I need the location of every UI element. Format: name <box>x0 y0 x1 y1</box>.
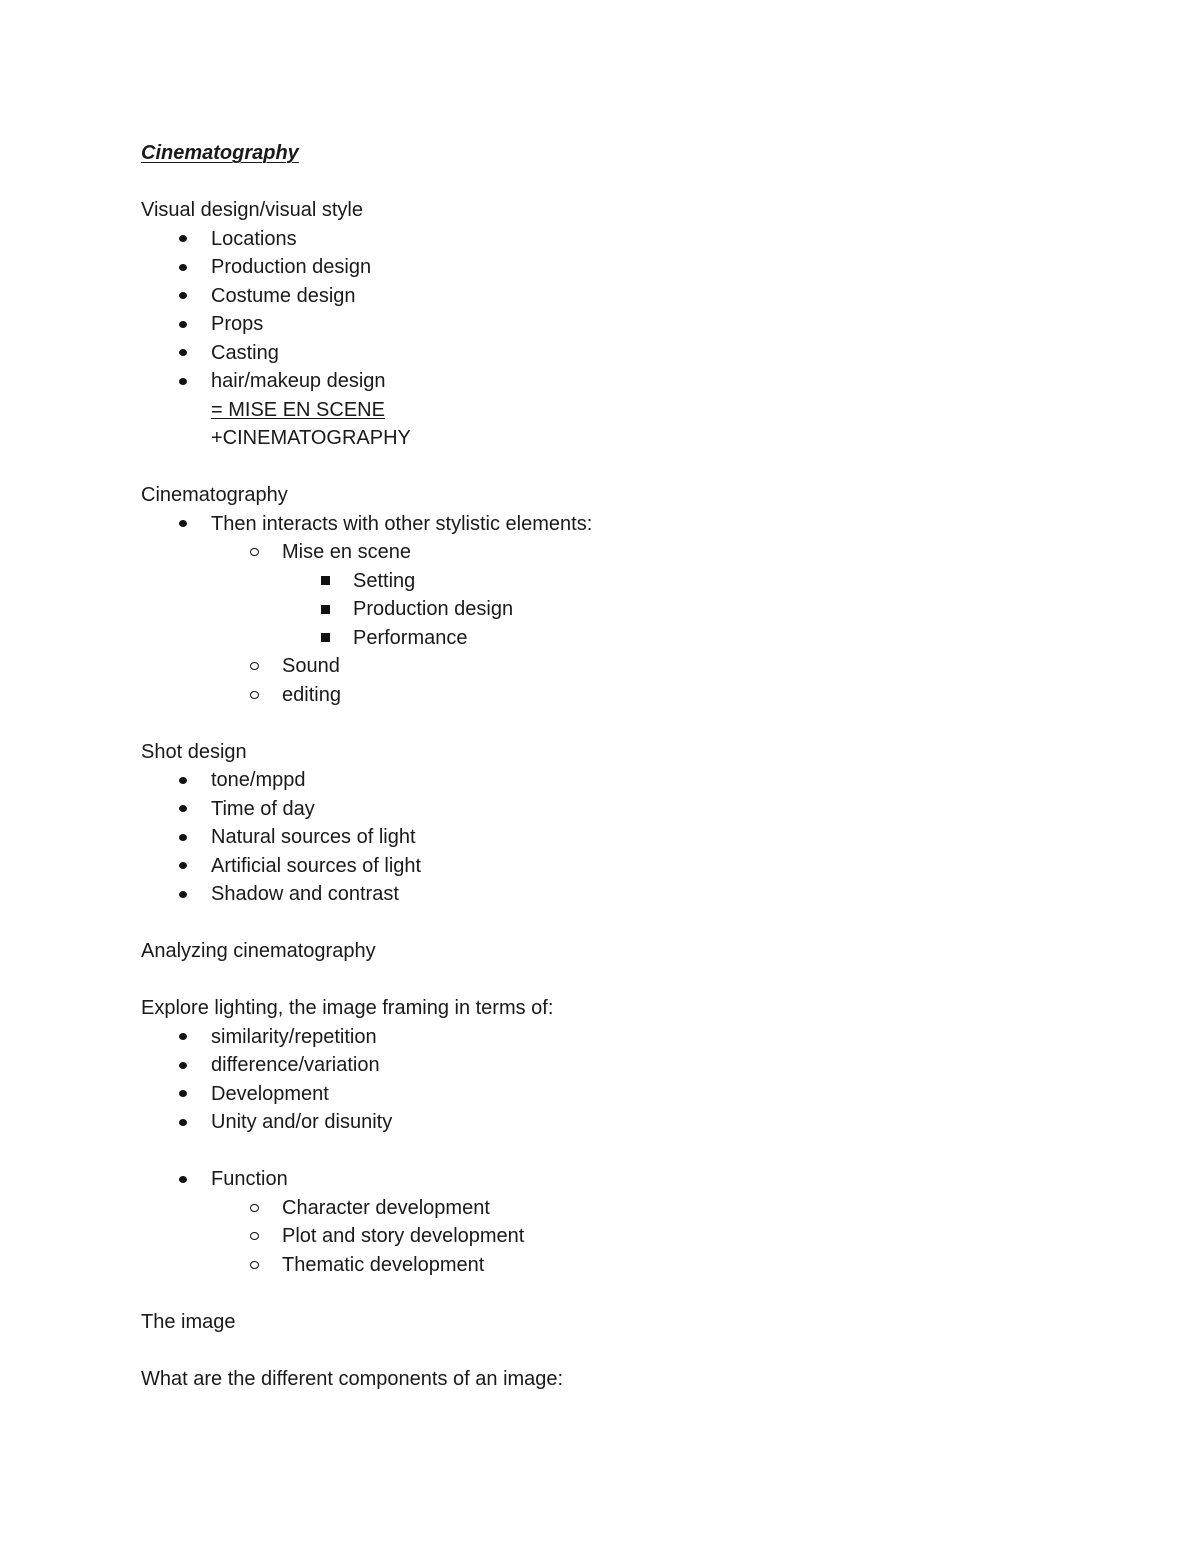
bullet-disc-icon <box>176 1051 190 1080</box>
list-item-text: hair/makeup design <box>211 370 386 392</box>
sub-list-item <box>141 652 1141 681</box>
bullet-circle-icon <box>247 538 261 567</box>
list-item-text: Props <box>211 313 264 335</box>
list-item <box>141 1023 1141 1052</box>
bullet-disc-icon <box>176 1165 190 1194</box>
document-body <box>141 139 1141 1393</box>
bullet-disc-icon <box>176 823 190 852</box>
list-item-text: Performance <box>353 626 468 649</box>
list-item-text: Setting <box>353 569 416 592</box>
list-item-text: similarity/repetition <box>211 1025 377 1048</box>
bullet-disc-icon <box>176 282 190 311</box>
list-item-text: Production design <box>211 256 372 278</box>
blank-line <box>141 168 1141 197</box>
list-item <box>141 852 1141 881</box>
sub-list-item <box>141 1251 1141 1280</box>
list-item <box>141 367 1141 396</box>
list-item-text: Character development <box>282 1196 490 1219</box>
sub-sub-list-item <box>141 624 1141 653</box>
section-heading-image: The image <box>141 1310 236 1333</box>
plus-line <box>141 424 1141 453</box>
list-item-text: Development <box>211 1082 329 1105</box>
list-item <box>141 795 1141 824</box>
list-item-text: Natural sources of light <box>211 826 416 848</box>
bullet-disc-icon <box>176 225 190 254</box>
list-item <box>141 766 1141 795</box>
list-item-text: Mise en scene <box>282 541 411 563</box>
image-question: What are the different components of an image: <box>141 1367 564 1390</box>
list-item-text: Function <box>211 1168 288 1190</box>
bullet-circle-icon <box>247 1251 261 1280</box>
bullet-disc-icon <box>176 795 190 824</box>
list-item-text: Production design <box>353 598 514 620</box>
bullet-circle-icon <box>247 681 261 710</box>
list-item <box>141 339 1141 368</box>
bullet-disc-icon <box>176 339 190 368</box>
list-item <box>141 1051 1141 1080</box>
bullet-disc-icon <box>176 367 190 396</box>
list-item-text: Casting <box>211 341 279 364</box>
bullet-circle-icon <box>247 1194 261 1223</box>
blank-line <box>141 1279 1141 1308</box>
bullet-disc-icon <box>176 766 190 795</box>
blank-line <box>141 966 1141 995</box>
list-item-text: Time of day <box>211 797 315 820</box>
bullet-circle-icon <box>247 1222 261 1251</box>
list-item-text: editing <box>282 683 341 706</box>
bullet-square-icon <box>318 624 332 653</box>
bullet-disc-icon <box>176 1108 190 1137</box>
bullet-disc-icon <box>176 852 190 881</box>
bullet-disc-icon <box>176 880 190 909</box>
mise-en-scene-result: = MISE EN SCENE <box>211 398 385 421</box>
document-title-line <box>141 139 1141 168</box>
bullet-circle-icon <box>247 652 261 681</box>
blank-line <box>141 1137 1141 1166</box>
document-title: Cinematography <box>141 142 299 164</box>
sub-sub-list-item <box>141 567 1141 596</box>
sub-list-item <box>141 538 1141 567</box>
section-heading-explore: Explore lighting, the image framing in terms of: <box>141 997 554 1019</box>
bullet-square-icon <box>318 567 332 596</box>
list-item-text: Costume design <box>211 284 356 307</box>
list-item <box>141 880 1141 909</box>
blank-line <box>141 709 1141 738</box>
section-heading-shot-design: Shot design <box>141 740 247 763</box>
plus-cinematography: +CINEMATOGRAPHY <box>211 427 411 449</box>
list-item-text: tone/mppd <box>211 769 306 791</box>
bullet-disc-icon <box>176 310 190 339</box>
list-item-text: difference/variation <box>211 1054 380 1076</box>
list-item <box>141 253 1141 282</box>
bullet-disc-icon <box>176 1023 190 1052</box>
section-heading-analyzing: Analyzing cinematography <box>141 940 376 962</box>
list-item <box>141 225 1141 254</box>
list-item-text: Unity and/or disunity <box>211 1111 393 1133</box>
list-item-text: Shadow and contrast <box>211 883 399 905</box>
sub-sub-list-item <box>141 595 1141 624</box>
list-item <box>141 823 1141 852</box>
section-heading-cinematography: Cinematography <box>141 484 288 506</box>
list-item <box>141 1165 1141 1194</box>
sub-list-item <box>141 1222 1141 1251</box>
list-item <box>141 510 1141 539</box>
blank-line <box>141 909 1141 938</box>
list-item-text: Locations <box>211 227 297 250</box>
list-item <box>141 310 1141 339</box>
blank-line <box>141 453 1141 482</box>
list-item-text: Then interacts with other stylistic elements: <box>211 512 593 535</box>
bullet-square-icon <box>318 595 332 624</box>
bullet-disc-icon <box>176 1080 190 1109</box>
bullet-disc-icon <box>176 253 190 282</box>
sub-list-item <box>141 681 1141 710</box>
list-item-text: Plot and story development <box>282 1225 525 1247</box>
list-item <box>141 1080 1141 1109</box>
list-item-text: Thematic development <box>282 1253 485 1276</box>
list-item <box>141 1108 1141 1137</box>
sub-list-item <box>141 1194 1141 1223</box>
section-heading-visual: Visual design/visual style <box>141 199 363 221</box>
blank-line <box>141 1336 1141 1365</box>
list-item-text: Artificial sources of light <box>211 854 422 877</box>
list-item <box>141 282 1141 311</box>
bullet-disc-icon <box>176 510 190 539</box>
list-item-text: Sound <box>282 655 340 677</box>
result-line <box>141 396 1141 425</box>
